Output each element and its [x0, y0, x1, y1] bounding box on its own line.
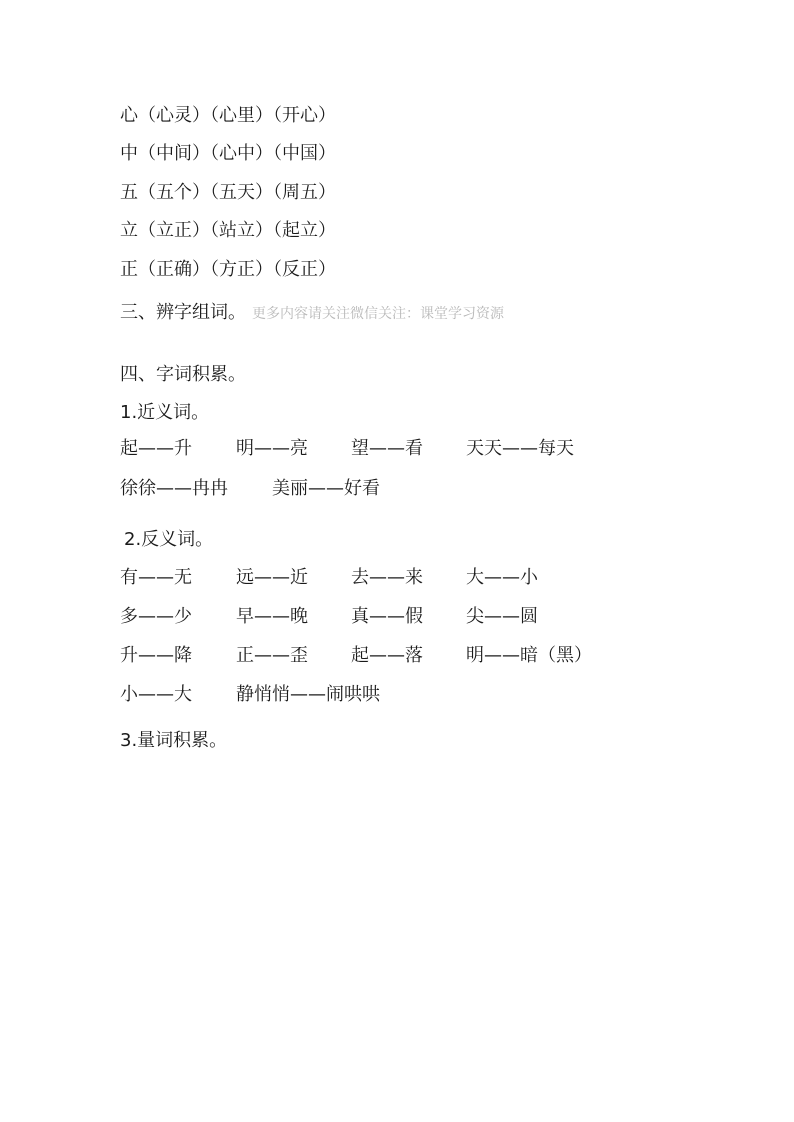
section-3-heading: 三、辨字组词。	[120, 302, 246, 323]
antonym-pair: 去——来	[351, 567, 423, 588]
synonym-pair: 明——亮	[236, 438, 308, 459]
word-group-line-3: 五（五个）（五天）（周五）	[120, 182, 336, 203]
antonym-pair: 有——无	[120, 567, 192, 588]
section-4-heading: 四、字词积累。	[120, 364, 246, 385]
antonym-pair: 起——落	[351, 645, 423, 666]
word-group-line-4: 立（立正）（站立）（起立）	[120, 220, 336, 241]
promo-note: 更多内容请关注微信关注：课堂学习资源	[252, 306, 504, 322]
antonym-pair: 明——暗（黑）	[466, 645, 592, 666]
antonym-pair: 早——晚	[236, 606, 308, 627]
antonym-pair: 远——近	[236, 567, 308, 588]
antonym-pair: 尖——圆	[466, 606, 538, 627]
antonyms-row-1	[120, 566, 680, 590]
synonym-pair: 起——升	[120, 438, 192, 459]
antonym-pair: 升——降	[120, 645, 192, 666]
antonym-pair: 大——小	[466, 567, 538, 588]
synonym-pair: 天天——每天	[466, 438, 574, 459]
measure-words-heading: 3.量词积累。	[120, 730, 228, 751]
antonym-pair: 小——大	[120, 684, 192, 705]
antonyms-row-4	[120, 683, 680, 707]
word-group-line-2: 中（中间）（心中）（中国）	[120, 143, 336, 164]
antonyms-row-2	[120, 605, 680, 629]
antonym-pair: 真——假	[351, 606, 423, 627]
antonym-pair: 正——歪	[236, 645, 308, 666]
synonym-pair: 望——看	[351, 438, 423, 459]
antonym-pair: 静悄悄——闹哄哄	[236, 684, 380, 705]
antonyms-row-3	[120, 644, 680, 668]
antonyms-heading: 2.反义词。	[124, 529, 214, 550]
synonym-pair: 美丽——好看	[272, 478, 380, 499]
synonym-pair: 徐徐——冉冉	[120, 478, 228, 499]
synonyms-heading: 1.近义词。	[120, 402, 210, 423]
synonyms-row-2	[120, 477, 680, 501]
synonyms-row-1	[120, 437, 680, 461]
section-3-heading-line	[120, 301, 504, 326]
antonym-pair: 多——少	[120, 606, 192, 627]
word-group-line-5: 正（正确）（方正）（反正）	[120, 259, 336, 280]
word-group-line-1: 心（心灵）（心里）（开心）	[120, 105, 336, 126]
